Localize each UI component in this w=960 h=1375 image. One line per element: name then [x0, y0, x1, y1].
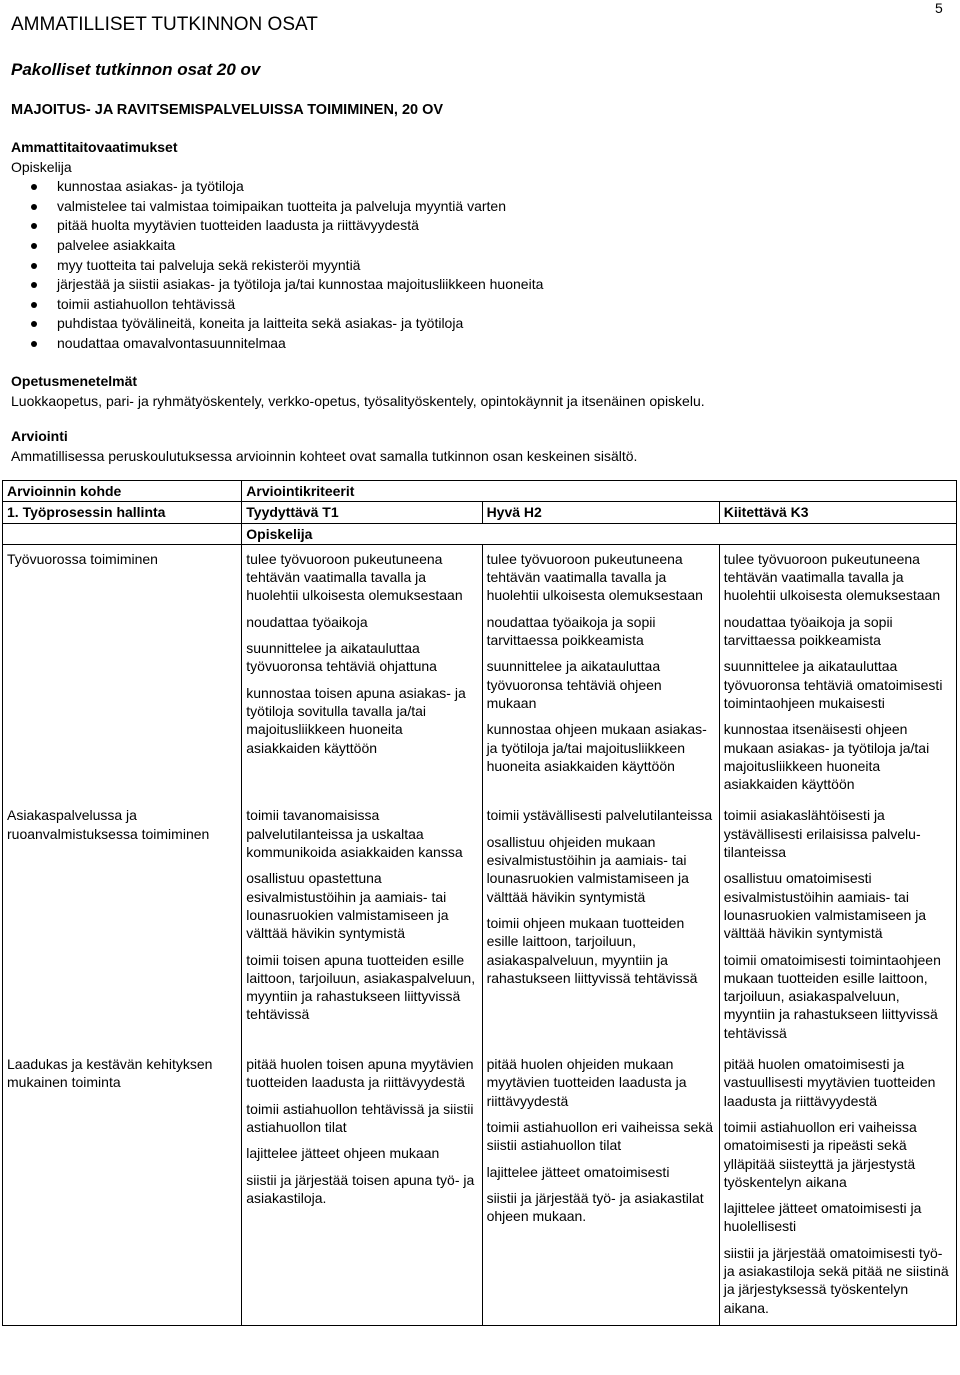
criteria-category: Asiakaspalvelussa ja ruoanvalmistuksessa toimiminen: [3, 801, 242, 1050]
list-item: noudattaa omavalvontasuunnitelmaa: [11, 334, 941, 354]
criterion-text: toimii asiakaslähtöisesti ja ystävällisesti erilaisissa palvelu- tilanteissa: [723, 807, 921, 861]
document-subtitle: Pakolliset tutkinnon osat 20 ov: [11, 60, 261, 79]
criterion-text: pitää huolen ohjeiden mukaan myytävien tuotteiden laadusta ja riittävyydestä: [486, 1056, 687, 1109]
list-item: palvelee asiakkaita: [11, 236, 941, 256]
bullet-icon: [31, 302, 37, 308]
list-item: toimii astiahuollon tehtävissä: [11, 295, 941, 315]
bullet-icon: [31, 204, 37, 210]
criteria-category: Työvuorossa toimiminen: [3, 544, 242, 801]
list-item: myy tuotteita tai palveluja sekä rekisteröi myyntiä: [11, 256, 941, 276]
criterion-text: lajittelee jätteet ohjeen mukaan: [246, 1145, 440, 1162]
page-number: 5: [935, 0, 943, 16]
table-row: [3, 801, 957, 1050]
criterion-text: suunnittelee ja aikatauluttaa työvuoronsa tehtäviä ohjattuna: [246, 640, 437, 675]
document-title: AMMATILLISET TUTKINNON OSAT: [11, 14, 318, 35]
list-item: puhdistaa työvälineitä, koneita ja laitteita sekä asiakas- ja työtiloja: [11, 314, 941, 334]
group-title: 1. Työprosessin hallinta: [3, 502, 242, 523]
requirements-section: [11, 138, 941, 354]
bullet-icon: [31, 321, 37, 327]
criteria-cell-t1: [242, 544, 482, 801]
criterion-text: toimii astiahuollon tehtävissä ja siistii astiahuollon tilat: [246, 1100, 474, 1135]
bullet-icon: [31, 243, 37, 249]
criterion-text: tulee työvuoroon pukeutuneena tehtävän vaatimalla tavalla ja huolehtii ulkoisesta olemuksestaan: [246, 550, 463, 604]
criterion-text: tulee työvuoroon pukeutuneena tehtävän vaatimalla tavalla ja huolehtii ulkoisesta olemuksestaan: [486, 550, 703, 604]
criterion-text: toimii astiahuollon eri vaiheissa sekä siistii astiahuollon tilat: [486, 1118, 714, 1154]
criterion-text: kunnostaa ohjeen mukaan asiakas- ja työtiloja ja/tai majoitusliikkeen huoneita asiakkaiden käyttöön: [486, 721, 707, 774]
criterion-text: osallistuu opastettuna esivalmistustöihin ja aamiais- tai lounasruokien valmistamiseen ja välttää hävikin syntymistä: [246, 870, 449, 942]
criterion-text: siistii ja järjestää toisen apuna työ- ja asiakastiloja.: [246, 1171, 475, 1206]
criteria-body: [3, 544, 957, 1325]
list-item: kunnostaa asiakas- ja työtiloja: [11, 177, 941, 197]
criterion-text: toimii ohjeen mukaan tuotteiden esille laittoon, tarjoiluun, asiakaspalveluun, myyntiin ja rahastukseen liittyvissä tehtävissä: [486, 914, 698, 986]
methods-heading: Opetusmenetelmät: [11, 373, 138, 389]
criterion-text: noudattaa työaikoja ja sopii tarvittaessa poikkeamista: [486, 613, 656, 649]
criterion-text: suunnittelee ja aikatauluttaa työvuoronsa tehtäviä ohjeen mukaan: [486, 658, 662, 711]
header-criteria: Arviointikriteerit: [242, 481, 957, 502]
table-levels-row: [3, 502, 957, 523]
criterion-text: toimii toisen apuna tuotteiden esille laittoon, tarjoiluun, asiakaspalveluun, myyntiin ja rahastukseen liittyvissä tehtävissä: [246, 951, 476, 1023]
criterion-text: siistii ja järjestää työ- ja asiakastilat ohjeen mukaan.: [486, 1189, 704, 1225]
list-item: valmistelee tai valmistaa toimipaikan tuotteita ja palveluja myyntiä varten: [11, 197, 941, 217]
criterion-text: noudattaa työaikoja: [246, 613, 368, 630]
assessment-heading: Arviointi: [11, 428, 68, 444]
criterion-text: toimii astiahuollon eri vaiheissa omatoimisesti ja ripeästi sekä ylläpitää siisteyttä ja järjestystä työskentelyn aikana: [723, 1118, 917, 1190]
criteria-cell-t1: [242, 1050, 482, 1325]
level-h2: Hyvä H2: [482, 502, 719, 523]
criterion-text: pitää huolen toisen apuna myytävien tuotteiden laadusta ja riittävyydestä: [246, 1056, 474, 1091]
header-target: Arvioinnin kohde: [3, 481, 242, 502]
requirements-heading: Ammattitaitovaatimukset: [11, 139, 178, 155]
criterion-text: pitää huolen omatoimisesti ja vastuullisesti myytävien tuotteiden laadusta ja riittävyydestä: [723, 1056, 936, 1109]
table-row: [3, 1050, 957, 1325]
student-label: Opiskelija: [242, 523, 957, 544]
criterion-text: kunnostaa toisen apuna asiakas- ja työtiloja sovitulla tavalla ja/tai majoitusliikkeen huoneita asiakkaiden käyttöön: [246, 684, 466, 756]
list-item: järjestää ja siistii asiakas- ja työtiloja ja/tai kunnostaa majoitusliikkeen huoneita: [11, 275, 941, 295]
requirements-intro: Opiskelija: [11, 158, 72, 175]
criterion-text: tulee työvuoroon pukeutuneena tehtävän vaatimalla tavalla ja huolehtii ulkoisesta olemuksestaan: [723, 550, 941, 604]
criterion-text: toimii tavanomaisissa palvelutilanteissa ja uskaltaa kommunikoida asiakkaiden kanssa: [246, 807, 463, 861]
criterion-text: lajittelee jätteet omatoimisesti: [486, 1163, 670, 1180]
criterion-text: osallistuu ohjeiden mukaan esivalmistustöihin ja aamiais- tai lounasruokien valmistamiseen ja välttää hävikin syntymistä: [486, 833, 689, 905]
bullet-icon: [31, 282, 37, 288]
criterion-text: toimii omatoimisesti toimintaohjeen mukaan tuotteiden esille laittoon, tarjoiluun, asiakaspalveluun, myyntiin ja rahastukseen liittyvissä tehtävissä: [723, 951, 941, 1041]
level-k3: Kiitettävä K3: [719, 502, 956, 523]
table-student-row: [3, 523, 957, 544]
criterion-text: osallistuu omatoimisesti esivalmistustöihin aamiais- tai lounasruokien valmistamiseen ja välttää hävikin syntymistä: [723, 870, 927, 942]
criteria-cell-h2: [482, 544, 719, 801]
criteria-table: [2, 480, 957, 1326]
section-title: MAJOITUS- JA RAVITSEMISPALVELUISSA TOIMIMINEN, 20 OV: [11, 102, 444, 118]
methods-text: Luokkaopetus, pari- ja ryhmätyöskentely, verkko-opetus, työsalityöskentely, opintokäynnit ja itsenäinen opiskelu.: [11, 392, 705, 409]
criterion-text: noudattaa työaikoja ja sopii tarvittaessa poikkeamista: [723, 613, 893, 649]
criteria-cell-h2: [482, 801, 719, 1050]
bullet-icon: [31, 263, 37, 269]
criterion-text: toimii ystävällisesti palvelutilanteissa: [486, 807, 713, 824]
criteria-cell-h2: [482, 1050, 719, 1325]
criteria-cell-k3: [719, 801, 956, 1050]
criteria-cell-k3: [719, 544, 956, 801]
table-row: [3, 544, 957, 801]
table-header-row: [3, 481, 957, 502]
methods-section: [11, 372, 941, 411]
bullet-icon: [31, 341, 37, 347]
requirements-list: [11, 177, 941, 353]
assessment-text: Ammatillisessa peruskoulutuksessa arvioinnin kohteet ovat samalla tutkinnon osan keskeinen sisältö.: [11, 447, 638, 464]
level-t1: Tyydyttävä T1: [242, 502, 482, 523]
criteria-cell-t1: [242, 801, 482, 1050]
criteria-category: Laadukas ja kestävän kehityksen mukainen toiminta: [3, 1050, 242, 1325]
assessment-section: [11, 427, 941, 466]
criterion-text: lajittelee jätteet omatoimisesti ja huolellisesti: [723, 1200, 922, 1235]
criterion-text: kunnostaa itsenäisesti ohjeen mukaan asiakas- ja työtiloja ja/tai majoitusliikkeen huoneita asiakkaiden käyttöön: [723, 721, 930, 793]
criterion-text: suunnittelee ja aikatauluttaa työvuoronsa tehtäviä omatoimisesti toimintaohjeen mukaisesti: [723, 658, 943, 711]
bullet-icon: [31, 184, 37, 190]
criteria-cell-k3: [719, 1050, 956, 1325]
criterion-text: siistii ja järjestää omatoimisesti työ- ja asiakastiloja sekä pitää ne siistinä ja järjestyksessä työskentelyn aikana.: [723, 1244, 949, 1316]
list-item: pitää huolta myytävien tuotteiden laadusta ja riittävyydestä: [11, 216, 941, 236]
bullet-icon: [31, 223, 37, 229]
